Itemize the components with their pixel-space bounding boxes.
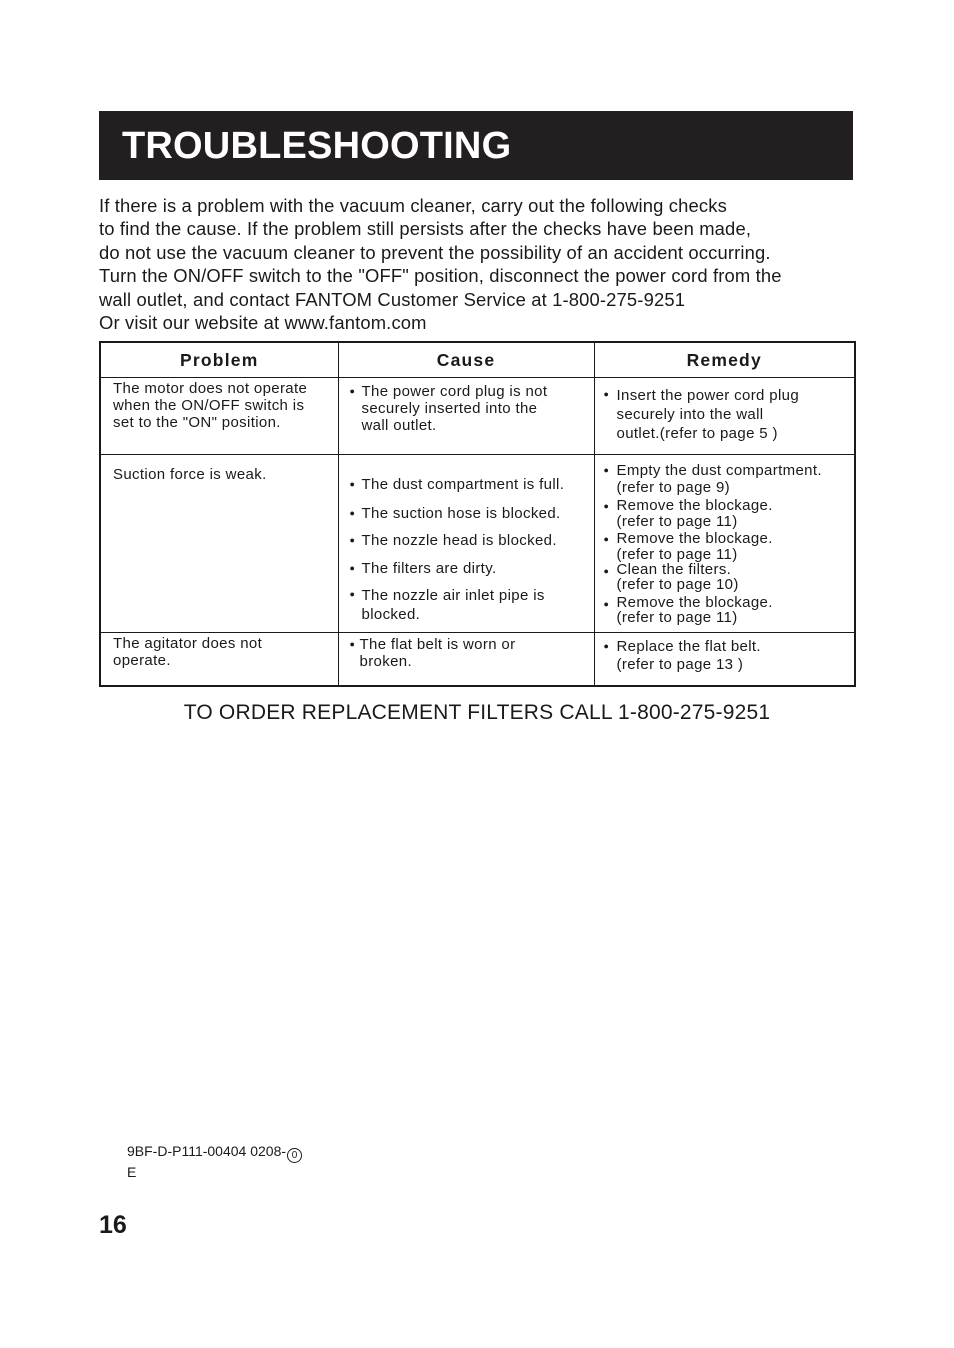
remedy-cell bbox=[594, 378, 855, 455]
problem-text: when the ON/OFF switch is bbox=[113, 397, 305, 414]
intro-line: wall outlet, and contact FANTOM Customer Service at 1-800-275-9251 bbox=[99, 288, 686, 310]
column-header-remedy: Remedy bbox=[594, 342, 855, 378]
remedy-text: ● Replace the flat belt. bbox=[616, 638, 761, 655]
problem-text: The agitator does not bbox=[113, 635, 263, 652]
intro-line: If there is a problem with the vacuum cleaner, carry out the following checks bbox=[99, 195, 727, 216]
cause-text: ● The flat belt is worn or bbox=[359, 636, 516, 653]
intro-line: Turn the ON/OFF switch to the "OFF" position, disconnect the power cord from the bbox=[99, 265, 782, 287]
title-bar bbox=[99, 111, 853, 180]
cause-text: broken. bbox=[359, 653, 412, 670]
column-header-cause: Cause bbox=[338, 342, 594, 378]
remedy-item bbox=[595, 638, 855, 674]
remedy-text: (refer to page 11) bbox=[616, 608, 738, 626]
remedy-text: (refer to page 9) bbox=[616, 479, 731, 496]
remedy-item bbox=[595, 498, 855, 529]
circled-digit: 0 bbox=[287, 1148, 302, 1163]
cause-item bbox=[339, 636, 594, 670]
page-title: TROUBLESHOOTING bbox=[122, 125, 512, 167]
cause-text: securely inserted into the bbox=[361, 400, 538, 417]
problem-cell bbox=[100, 378, 338, 455]
column-header-problem: Problem bbox=[100, 342, 338, 378]
document-code-text: 9BF-D-P111-00404 0208- bbox=[127, 1143, 287, 1159]
table-row bbox=[100, 633, 855, 686]
remedy-item bbox=[595, 596, 855, 625]
cause-text: ● The power cord plug is not bbox=[361, 383, 548, 400]
remedy-text: ● Insert the power cord plug bbox=[616, 387, 800, 404]
remedy-text: (refer to page 10) bbox=[616, 575, 739, 593]
remedy-text: ● Empty the dust compartment. bbox=[616, 462, 822, 479]
table-row bbox=[100, 378, 855, 455]
problem-text: operate. bbox=[113, 652, 171, 669]
cause-cell bbox=[338, 378, 594, 455]
cause-text: ● The filters are dirty. bbox=[361, 560, 497, 577]
intro-line: Or visit our website at www.fantom.com bbox=[99, 312, 427, 334]
cause-item bbox=[339, 383, 594, 434]
problem-cell bbox=[100, 455, 338, 633]
remedy-text: outlet.(refer to page 5 ) bbox=[616, 425, 778, 442]
cause-text: ● The suction hose is blocked. bbox=[361, 505, 561, 522]
remedy-text: (refer to page 11) bbox=[616, 545, 738, 563]
cause-text: ● The nozzle head is blocked. bbox=[361, 532, 557, 549]
cause-text: wall outlet. bbox=[361, 417, 437, 434]
order-filters-line: TO ORDER REPLACEMENT FILTERS CALL 1-800-275-9251 bbox=[183, 701, 771, 724]
troubleshooting-table bbox=[99, 341, 856, 687]
document-code bbox=[127, 1142, 302, 1181]
remedy-item bbox=[595, 531, 855, 562]
cause-text: ● The nozzle air inlet pipe is bbox=[361, 587, 545, 604]
cause-item bbox=[339, 476, 594, 493]
table-row bbox=[100, 455, 855, 633]
document-code-suffix: E bbox=[127, 1164, 137, 1180]
remedy-text: ● Clean the filters. bbox=[616, 561, 732, 578]
page-number: 16 bbox=[99, 1211, 127, 1239]
problem-text: set to the "ON" position. bbox=[113, 414, 281, 431]
remedy-text: (refer to page 13 ) bbox=[616, 656, 744, 673]
intro-paragraph bbox=[99, 194, 859, 334]
cause-item bbox=[339, 532, 594, 549]
remedy-text: securely into the wall bbox=[616, 406, 764, 423]
cause-item bbox=[339, 586, 594, 624]
intro-line: do not use the vacuum cleaner to prevent the possibility of an accident occurring. bbox=[99, 241, 771, 263]
remedy-text: ● Remove the blockage. bbox=[616, 497, 773, 514]
problem-text: The motor does not operate bbox=[113, 380, 308, 397]
remedy-item bbox=[595, 563, 855, 592]
cause-text: ● The dust compartment is full. bbox=[361, 476, 565, 493]
problem-text: Suction force is weak. bbox=[113, 466, 267, 483]
cause-text: blocked. bbox=[361, 606, 421, 623]
remedy-text: (refer to page 11) bbox=[616, 512, 738, 530]
remedy-item bbox=[595, 386, 855, 443]
cause-cell bbox=[338, 633, 594, 686]
remedy-text: ● Remove the blockage. bbox=[616, 530, 773, 547]
table-header-row bbox=[100, 342, 855, 378]
cause-item bbox=[339, 560, 594, 577]
cause-item bbox=[339, 505, 594, 522]
problem-cell bbox=[100, 633, 338, 686]
intro-line: to find the cause. If the problem still persists after the checks have been made, bbox=[99, 218, 752, 240]
remedy-cell bbox=[594, 455, 855, 633]
cause-cell bbox=[338, 455, 594, 633]
remedy-text: ● Remove the blockage. bbox=[616, 594, 773, 611]
remedy-item bbox=[595, 462, 855, 496]
remedy-cell bbox=[594, 633, 855, 686]
